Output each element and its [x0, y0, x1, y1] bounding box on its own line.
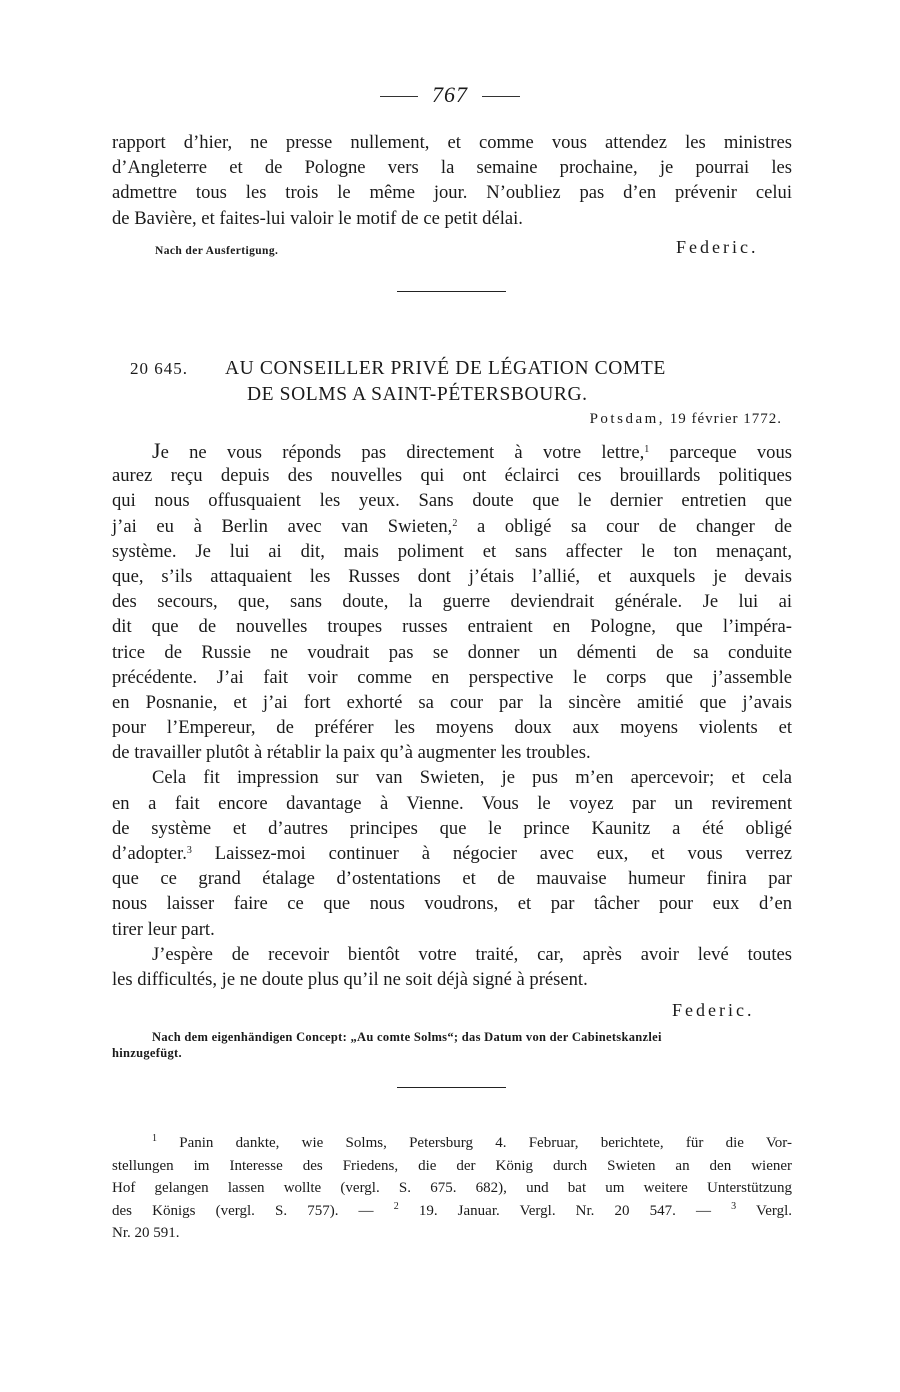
letter-number: 20 645.: [130, 359, 188, 378]
letter-title-line2: DE SOLMS A SAINT-PÉTERSBOURG.: [247, 384, 588, 405]
text-line: que ce grand étalage d’ostentations et de mauvaise humeur finira par: [112, 868, 792, 890]
text-line: admettre tous les trois le même jour. N’oubliez pas d’en prévenir celui: [112, 182, 792, 204]
source-note: Nach der Ausfertigung.: [155, 245, 279, 257]
text-line: des secours, que, sans doute, la guerre deviendrait générale. Je lui ai: [112, 591, 792, 613]
text-span: j’ai eu à Berlin avec van Swieten,: [112, 515, 453, 537]
text-span: d’adopter.: [112, 843, 187, 864]
source-note-line2: hinzugefügt.: [112, 1046, 182, 1060]
text-line: pour l’Empereur, de préférer les moyens doux aux moyens violents et: [112, 717, 792, 739]
text-span: Laissez-moi continuer à négocier avec eux, et vous verrez: [214, 843, 792, 864]
footnote-marker: 3: [186, 845, 192, 856]
text-line: d’Angleterre et de Pologne vers la semaine prochaine, je pourrai les: [112, 157, 792, 179]
text-line: [112, 514, 792, 539]
place: Potsdam,: [589, 411, 666, 427]
text-line: précédente. J’ai fait voir comme en perspective le corps que j’assemble: [112, 666, 792, 688]
text-line: les difficultés, je ne doute plus qu’il ne soit déjà signé à présent.: [112, 968, 588, 990]
source-note-line1: Nach dem eigenhändigen Concept: „Au comte Solms“; das Datum von der Cabinetskanzlei: [152, 1030, 662, 1044]
text-line: que, s’ils attaquaient les Russes dont j’étais l’allié, et auxquels je devais: [112, 565, 792, 587]
text-span: a obligé sa cour de changer de: [476, 515, 792, 537]
footnote-line: stellungen im Interesse des Friedens, die der König durch Swieten an den wiener: [112, 1157, 792, 1174]
footnote-marker: 3: [731, 1200, 737, 1212]
text-line: système. Je lui ai dit, mais poliment et sans affecter le ton menaçant,: [112, 540, 792, 562]
text-line: de travailler plutôt à rétablir la paix qu’à augmenter les troubles.: [112, 742, 591, 764]
text-line: Cela fit impression sur van Swieten, je pus m’en apercevoir; et cela: [152, 767, 792, 789]
footnote-marker: 2: [393, 1200, 399, 1212]
text-span: Vergl.: [756, 1202, 793, 1219]
footnotes: [112, 1132, 792, 1245]
footnote-line: Hof gelangen lassen wollte (vergl. S. 675. 682), und bat um weitere Unterstützung: [112, 1180, 792, 1197]
date: 19 février 1772.: [669, 411, 782, 427]
section-divider: [397, 291, 506, 292]
text-line: [112, 841, 792, 866]
footnote-marker: 1: [152, 1133, 157, 1144]
text-span: parceque vous: [669, 442, 792, 463]
text-line: de Bavière, et faites-lui valoir le motif de ce petit délai.: [112, 207, 523, 229]
previous-letter-text: [112, 130, 792, 231]
letter-body: [112, 438, 792, 992]
text-line: en a fait encore davantage à Vienne. Vous le voyez par un revirement: [112, 792, 792, 814]
footnote-line: [112, 1200, 792, 1223]
text-line: en Posnanie, et j’ai fort exhorté sa cour par la sincère amitié que j’avais: [112, 691, 792, 713]
footnote-marker: 2: [452, 517, 458, 529]
signature: Federic.: [672, 1000, 755, 1020]
text-span: 19. Januar. Vergl. Nr. 20 547. —: [418, 1202, 712, 1219]
text-line: de système et d’autres principes que le prince Kaunitz a été obligé: [112, 817, 792, 839]
page-number-text: 767: [432, 82, 468, 107]
dateline: [590, 411, 782, 428]
section-divider: [397, 1087, 506, 1088]
footnote-marker: 1: [644, 444, 650, 455]
text-line: dit que de nouvelles troupes russes entraient en Pologne, que l’impéra-: [112, 616, 792, 638]
text-line: qui nous offusquaient les yeux. Sans doute que le dernier entretien que: [112, 490, 792, 512]
text-line: nous laisser faire ce que nous voudrons, et par tâcher pour eux d’en: [112, 893, 792, 915]
text-span: Panin dankte, wie Solms, Petersburg 4. Februar, berichtete, für die Vor-: [179, 1135, 792, 1151]
signature: Federic.: [676, 237, 759, 257]
text-line: trice de Russie ne voudrait pas se donner un démenti de sa conduite: [112, 641, 792, 663]
text-line: J’espère de recevoir bientôt votre traité, car, après avoir levé toutes: [152, 943, 792, 965]
footnote-line: [112, 1132, 792, 1155]
text-line: tirer leur part.: [112, 918, 215, 940]
initial-letter: J: [152, 438, 161, 463]
text-line: [112, 438, 792, 463]
letter-title-line1: AU CONSEILLER PRIVÉ DE LÉGATION COMTE: [225, 358, 666, 379]
source-note: [112, 1029, 792, 1061]
text-span: des Königs (vergl. S. 757). —: [112, 1202, 374, 1219]
text-span: e ne vous réponds pas directement à votre lettre,: [160, 442, 645, 463]
footnote-line: Nr. 20 591.: [112, 1225, 180, 1242]
text-line: rapport d’hier, ne presse nullement, et comme vous attendez les ministres: [112, 132, 792, 153]
text-line: aurez reçu depuis des nouvelles qui ont éclairci ces brouillards politiques: [112, 465, 792, 487]
header-dash-right: [482, 96, 520, 97]
page-number: [0, 82, 900, 108]
header-dash-left: [380, 96, 418, 97]
